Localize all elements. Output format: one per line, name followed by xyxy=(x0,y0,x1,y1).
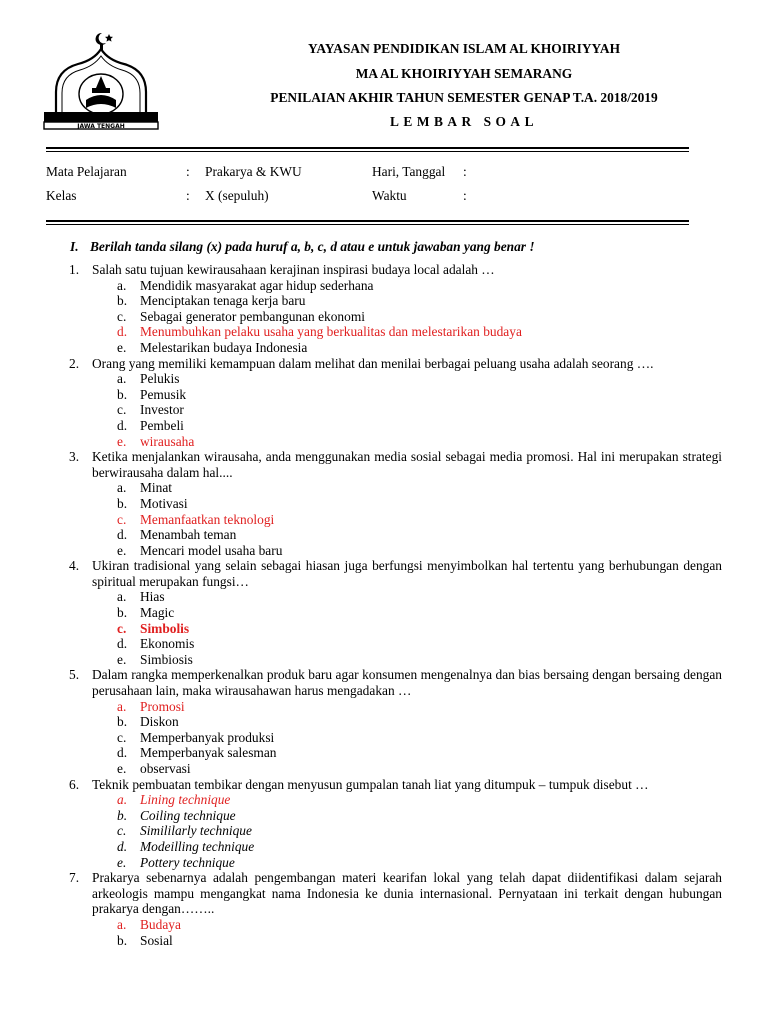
section-instruction xyxy=(70,239,535,255)
answer-option-correct xyxy=(0,917,768,933)
answer-option xyxy=(0,340,768,356)
option-letter: b. xyxy=(117,807,128,823)
answer-option xyxy=(0,527,768,543)
answer-option xyxy=(0,714,768,730)
option-text: Hias xyxy=(140,589,165,605)
date-colon: : xyxy=(463,164,467,179)
answer-option xyxy=(0,933,768,949)
option-letter: e. xyxy=(117,433,127,449)
option-letter: e. xyxy=(117,651,127,667)
option-text: Pottery technique xyxy=(140,854,235,870)
option-letter: a. xyxy=(117,698,127,714)
option-letter: a. xyxy=(117,792,128,808)
answer-option xyxy=(0,418,768,434)
option-text: Memperbanyak produksi xyxy=(140,729,275,745)
class-label: Kelas xyxy=(46,188,77,203)
option-text: Melestarikan budaya Indonesia xyxy=(140,339,308,355)
option-text: Pelukis xyxy=(140,371,180,387)
question-item xyxy=(0,356,768,372)
option-text: Simbolis xyxy=(140,620,190,636)
option-letter: a. xyxy=(117,371,127,387)
time-label: Waktu xyxy=(372,188,407,203)
question-item xyxy=(0,262,768,278)
option-letter: d. xyxy=(117,745,128,761)
answer-option xyxy=(0,855,768,871)
sheet-title: LEMBAR SOAL xyxy=(389,114,539,129)
answer-option xyxy=(0,309,768,325)
answer-option xyxy=(0,387,768,403)
time-colon: : xyxy=(463,188,467,203)
option-text: Promosi xyxy=(140,698,185,714)
question-item xyxy=(0,449,768,480)
answer-option-correct xyxy=(0,324,768,340)
answer-option xyxy=(0,839,768,855)
option-letter: e. xyxy=(117,761,127,776)
question-item xyxy=(0,667,768,698)
class-value: X (sepuluh) xyxy=(205,188,269,203)
option-text: Lining technique xyxy=(140,792,231,808)
answer-option xyxy=(0,371,768,387)
option-letter: e. xyxy=(117,854,127,870)
answer-option xyxy=(0,543,768,559)
exam-title: PENILAIAN AKHIR TAHUN SEMESTER GENAP T.A. 2018/2019 xyxy=(270,90,658,105)
option-text: Mendidik masyarakat agar hidup sederhana xyxy=(140,277,374,293)
option-letter: b. xyxy=(117,932,128,948)
option-letter: b. xyxy=(117,495,128,511)
answer-option xyxy=(0,605,768,621)
option-text: Magic xyxy=(140,605,175,621)
question-text: Orang yang memiliki kemampuan dalam melihat dan menilai berbagai peluang usaha adalah seorang …. xyxy=(92,355,654,371)
answer-option-correct xyxy=(0,621,768,637)
answer-option-correct xyxy=(0,792,768,808)
answer-option xyxy=(0,293,768,309)
option-letter: c. xyxy=(117,308,127,324)
option-letter: a. xyxy=(117,277,127,293)
option-letter: e. xyxy=(117,339,127,355)
answer-option xyxy=(0,496,768,512)
answer-option xyxy=(0,402,768,418)
question-list xyxy=(0,262,768,948)
instruction-text: Berilah tanda silang (x) pada huruf a, b, c, d atau e untuk jawaban yang benar ! xyxy=(90,239,535,254)
option-letter: c. xyxy=(117,823,127,839)
option-text: Modeilling technique xyxy=(140,838,255,854)
option-text: Memperbanyak salesman xyxy=(140,745,277,761)
header-divider xyxy=(46,147,689,152)
option-letter: b. xyxy=(117,714,128,730)
question-number: 5. xyxy=(69,667,80,683)
option-text: Ekonomis xyxy=(140,636,195,652)
answer-option xyxy=(0,480,768,496)
answer-option xyxy=(0,823,768,839)
option-text: Pemusik xyxy=(140,386,187,402)
answer-option xyxy=(0,808,768,824)
school-name: MA AL KHOIRIYYAH SEMARANG xyxy=(355,66,573,81)
question-number: 3. xyxy=(69,449,80,465)
question-text: Dalam rangka memperkenalkan produk baru agar konsumen mengenalnya dan bias bersaing dengan bersaing dengan perusahaan lain, maka wirausahawan harus mengadakan … xyxy=(92,667,722,699)
date-label: Hari, Tanggal xyxy=(372,164,446,179)
answer-option xyxy=(0,730,768,746)
option-text: Menambah teman xyxy=(140,527,237,543)
option-text: Sebagai generator pembangunan ekonomi xyxy=(140,308,365,324)
option-letter: d. xyxy=(117,838,128,854)
info-divider xyxy=(46,220,689,225)
option-letter: a. xyxy=(117,589,127,605)
option-letter: e. xyxy=(117,542,127,558)
option-text: Simbiosis xyxy=(140,651,193,667)
question-text: Ketika menjalankan wirausaha, anda menggunakan media sosial sebagai media promosi. Hal ini merupakan strategi berwirausaha dalam hal.... xyxy=(92,449,722,480)
answer-option-correct xyxy=(0,512,768,528)
option-letter: a. xyxy=(117,916,127,932)
question-text: Ukiran tradisional yang selain sebagai hiasan juga berfungsi menyimbolkan hal tertentu yang berhubungan dengan spiritual merupakan fungsi… xyxy=(92,558,722,589)
option-text: Memanfaatkan teknologi xyxy=(140,511,275,527)
question-number: 1. xyxy=(69,262,80,277)
subject-colon: : xyxy=(186,164,190,179)
option-text: Motivasi xyxy=(140,495,188,511)
option-letter: a. xyxy=(117,480,127,496)
question-item xyxy=(0,777,768,793)
option-text: Minat xyxy=(140,480,172,496)
option-letter: c. xyxy=(117,620,127,636)
option-text: Investor xyxy=(140,402,184,418)
answer-option-correct xyxy=(0,434,768,450)
school-logo-icon xyxy=(42,30,160,130)
answer-option xyxy=(0,636,768,652)
answer-option xyxy=(0,589,768,605)
option-text: Menumbuhkan pelaku usaha yang berkualitas dan melestarikan budaya xyxy=(140,324,522,340)
answer-option-correct xyxy=(0,699,768,715)
question-number: 6. xyxy=(69,776,80,792)
option-letter: c. xyxy=(117,402,127,418)
option-text: observasi xyxy=(140,761,191,776)
option-letter: d. xyxy=(117,324,128,340)
option-text: Coiling technique xyxy=(140,807,236,823)
question-item xyxy=(0,558,768,589)
option-letter: d. xyxy=(117,527,128,543)
question-text: Salah satu tujuan kewirausahaan kerajinan inspirasi budaya local adalah … xyxy=(92,262,495,277)
answer-option xyxy=(0,652,768,668)
option-text: Budaya xyxy=(140,916,181,932)
option-letter: c. xyxy=(117,511,127,527)
section-number: I. xyxy=(70,239,79,254)
option-text: Mencari model usaha baru xyxy=(140,542,283,558)
option-letter: d. xyxy=(117,636,128,652)
option-text: Menciptakan tenaga kerja baru xyxy=(140,293,306,309)
option-letter: b. xyxy=(117,386,128,402)
answer-option xyxy=(0,278,768,294)
question-number: 7. xyxy=(69,870,80,886)
logo-ribbon-text: JAWA TENGAH xyxy=(77,123,125,130)
question-text: Teknik pembuatan tembikar dengan menyusun gumpalan tanah liat yang ditumpuk – tumpuk disebut … xyxy=(92,776,649,792)
question-number: 2. xyxy=(69,355,80,371)
option-letter: b. xyxy=(117,293,128,309)
foundation-name: YAYASAN PENDIDIKAN ISLAM AL KHOIRIYYAH xyxy=(307,41,621,56)
option-text: Diskon xyxy=(140,714,179,730)
answer-option xyxy=(0,761,768,777)
option-letter: d. xyxy=(117,417,128,433)
question-text: Prakarya sebenarnya adalah pengembangan materi kearifan lokal yang telah dapat diidentifikasi dalam sejarah arkeologis mampu mengangkat nama Indonesia ke dunia internasional. Pernyataan ini terkait dengan hubungan prakarya dengan…….. xyxy=(92,870,722,917)
option-letter: c. xyxy=(117,729,127,745)
option-text: Simililarly technique xyxy=(140,823,252,839)
question-number: 4. xyxy=(69,558,80,574)
option-text: Pembeli xyxy=(140,417,184,433)
answer-option xyxy=(0,745,768,761)
option-text: Sosial xyxy=(140,932,173,948)
option-text: wirausaha xyxy=(140,433,195,449)
class-colon: : xyxy=(186,188,190,203)
subject-value: Prakarya & KWU xyxy=(205,164,302,179)
option-letter: b. xyxy=(117,605,128,621)
question-item xyxy=(0,870,768,917)
subject-label: Mata Pelajaran xyxy=(46,164,127,179)
